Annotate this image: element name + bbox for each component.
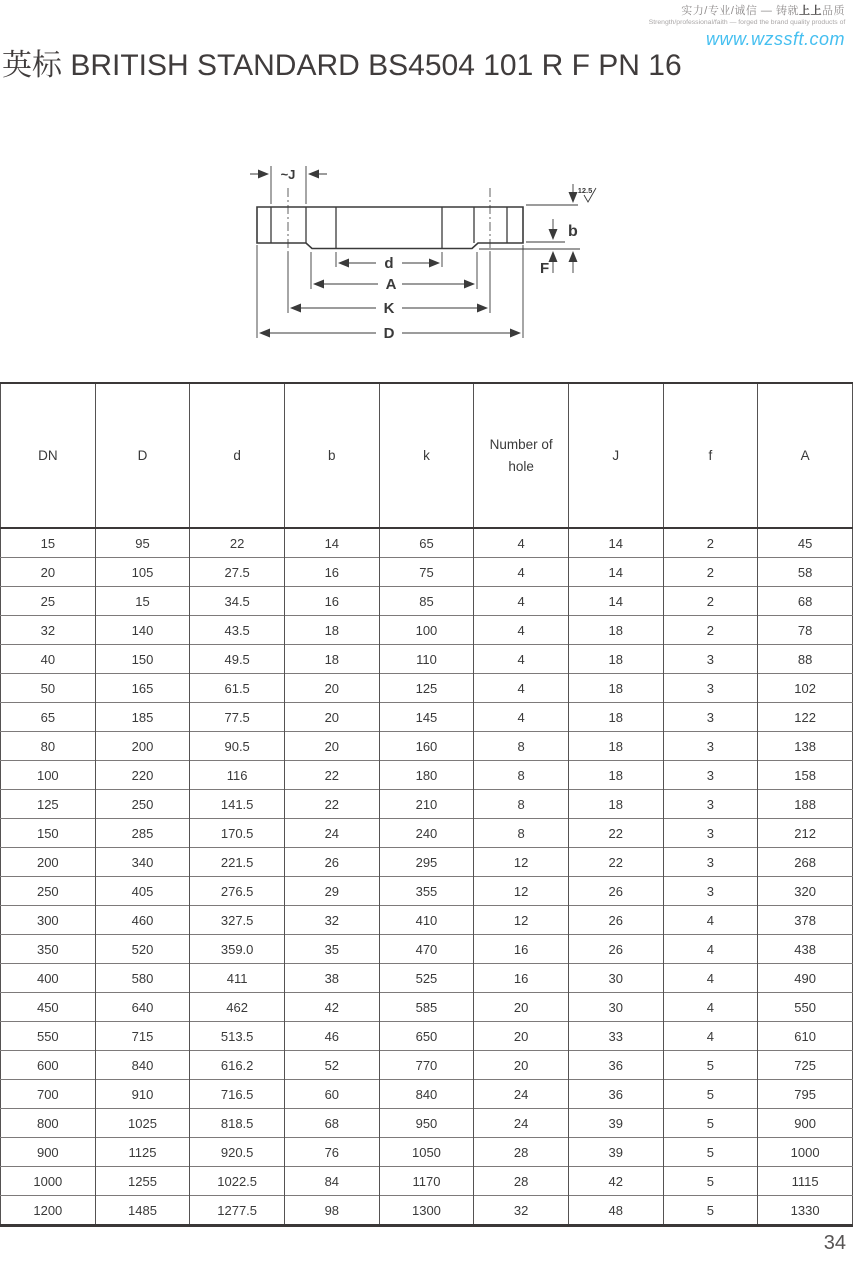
table-cell: 26 bbox=[568, 906, 663, 935]
table-cell: 61.5 bbox=[190, 674, 285, 703]
table-cell: 295 bbox=[379, 848, 474, 877]
table-cell: 90.5 bbox=[190, 732, 285, 761]
table-cell: 116 bbox=[190, 761, 285, 790]
table-cell: 46 bbox=[284, 1022, 379, 1051]
table-cell: 240 bbox=[379, 819, 474, 848]
table-row bbox=[1, 732, 853, 761]
table-cell: 4 bbox=[474, 674, 569, 703]
table-row bbox=[1, 964, 853, 993]
table-cell: 140 bbox=[95, 616, 190, 645]
table-cell: 616.2 bbox=[190, 1051, 285, 1080]
table-cell: 5 bbox=[663, 1138, 758, 1167]
table-row bbox=[1, 587, 853, 616]
table-cell: 20 bbox=[1, 558, 96, 587]
table-cell: 26 bbox=[568, 877, 663, 906]
dim-label-a: A bbox=[385, 276, 397, 293]
table-cell: 12 bbox=[474, 877, 569, 906]
table-cell: 550 bbox=[1, 1022, 96, 1051]
brand-tagline-en: Strength/professional/faith — forged the brand quality products of bbox=[648, 18, 845, 26]
table-cell: 125 bbox=[379, 674, 474, 703]
table-cell: 300 bbox=[1, 906, 96, 935]
table-cell: 470 bbox=[379, 935, 474, 964]
column-header: J bbox=[568, 383, 663, 528]
table-row bbox=[1, 1051, 853, 1080]
table-cell: 22 bbox=[284, 790, 379, 819]
table-cell: 212 bbox=[758, 819, 853, 848]
table-cell: 220 bbox=[95, 761, 190, 790]
table-cell: 18 bbox=[284, 616, 379, 645]
table-cell: 8 bbox=[474, 819, 569, 848]
table-cell: 65 bbox=[1, 703, 96, 732]
table-cell: 920.5 bbox=[190, 1138, 285, 1167]
table-cell: 700 bbox=[1, 1080, 96, 1109]
table-cell: 145 bbox=[379, 703, 474, 732]
column-header: f bbox=[663, 383, 758, 528]
dim-label-dd: D bbox=[383, 325, 395, 342]
table-cell: 29 bbox=[284, 877, 379, 906]
table-cell: 100 bbox=[379, 616, 474, 645]
table-cell: 2 bbox=[663, 558, 758, 587]
table-cell: 27.5 bbox=[190, 558, 285, 587]
table-cell: 20 bbox=[474, 993, 569, 1022]
table-cell: 24 bbox=[474, 1080, 569, 1109]
table-cell: 141.5 bbox=[190, 790, 285, 819]
table-cell: 1170 bbox=[379, 1167, 474, 1196]
table-cell: 250 bbox=[95, 790, 190, 819]
table-cell: 122 bbox=[758, 703, 853, 732]
table-cell: 5 bbox=[663, 1080, 758, 1109]
table-cell: 50 bbox=[1, 674, 96, 703]
table-cell: 580 bbox=[95, 964, 190, 993]
tagline-cn-suffix: 品质 bbox=[822, 5, 845, 17]
table-cell: 20 bbox=[284, 732, 379, 761]
table-row bbox=[1, 616, 853, 645]
brand-name: 上上 bbox=[799, 5, 822, 17]
table-cell: 42 bbox=[568, 1167, 663, 1196]
table-cell: 460 bbox=[95, 906, 190, 935]
table-cell: 20 bbox=[284, 674, 379, 703]
table-cell: 640 bbox=[95, 993, 190, 1022]
flange-section-drawing bbox=[240, 155, 620, 355]
table-cell: 84 bbox=[284, 1167, 379, 1196]
table-cell: 110 bbox=[379, 645, 474, 674]
table-cell: 40 bbox=[1, 645, 96, 674]
table-cell: 3 bbox=[663, 761, 758, 790]
table-cell: 14 bbox=[284, 528, 379, 558]
column-header: Number of hole bbox=[474, 383, 569, 528]
flange-outline bbox=[257, 207, 523, 249]
table-cell: 340 bbox=[95, 848, 190, 877]
table-cell: 900 bbox=[1, 1138, 96, 1167]
table-cell: 4 bbox=[474, 616, 569, 645]
table-cell: 15 bbox=[40, 535, 56, 551]
table-cell: 18 bbox=[568, 732, 663, 761]
table-cell: 715 bbox=[95, 1022, 190, 1051]
table-cell: 150 bbox=[1, 819, 96, 848]
table-cell: 22 bbox=[568, 848, 663, 877]
table-cell: 39 bbox=[568, 1138, 663, 1167]
table-cell: 77.5 bbox=[190, 703, 285, 732]
table-cell: 158 bbox=[758, 761, 853, 790]
table-cell: 1115 bbox=[758, 1167, 853, 1196]
table-row bbox=[1, 1138, 853, 1167]
table-cell: 16 bbox=[284, 558, 379, 587]
page-number: 34 bbox=[823, 1232, 846, 1254]
table-cell: 3 bbox=[663, 645, 758, 674]
table-cell: 355 bbox=[379, 877, 474, 906]
table-cell: 8 bbox=[474, 732, 569, 761]
table-cell: 33 bbox=[568, 1022, 663, 1051]
table-cell: 770 bbox=[379, 1051, 474, 1080]
table-cell: 350 bbox=[1, 935, 96, 964]
table-cell: 716.5 bbox=[190, 1080, 285, 1109]
centerlines bbox=[288, 188, 490, 252]
table-row bbox=[1, 906, 853, 935]
table-cell: 180 bbox=[379, 761, 474, 790]
table-cell: 4 bbox=[474, 587, 569, 616]
table-cell: 513.5 bbox=[190, 1022, 285, 1051]
table-cell: 30 bbox=[568, 964, 663, 993]
table-cell: 2 bbox=[663, 528, 758, 558]
roughness-label: 12.5 bbox=[577, 186, 593, 195]
table-cell: 85 bbox=[379, 587, 474, 616]
tagline-cn-text: 实力/专业/诚信 — 铸就 bbox=[681, 5, 799, 17]
table-cell: 52 bbox=[284, 1051, 379, 1080]
table-row bbox=[1, 790, 853, 819]
table-cell: 12 bbox=[474, 848, 569, 877]
dimension-lines bbox=[250, 166, 596, 338]
table-cell: 1200 bbox=[1, 1196, 96, 1226]
table-row bbox=[1, 993, 853, 1022]
table-cell: 800 bbox=[1, 1109, 96, 1138]
table-cell: 14 bbox=[568, 528, 663, 558]
table-cell: 16 bbox=[284, 587, 379, 616]
table-cell: 1125 bbox=[95, 1138, 190, 1167]
table-row bbox=[1, 1109, 853, 1138]
table-cell: 15 bbox=[95, 587, 190, 616]
table-cell: 2 bbox=[663, 587, 758, 616]
table-cell: 88 bbox=[758, 645, 853, 674]
table-cell: 42 bbox=[284, 993, 379, 1022]
table-cell: 950 bbox=[379, 1109, 474, 1138]
table-row bbox=[1, 761, 853, 790]
table-cell: 18 bbox=[568, 616, 663, 645]
table-cell: 4 bbox=[663, 964, 758, 993]
column-header: d bbox=[190, 383, 285, 528]
table-cell: 188 bbox=[758, 790, 853, 819]
table-row bbox=[1, 1022, 853, 1051]
table-row bbox=[1, 528, 853, 558]
table-cell: 25 bbox=[1, 587, 96, 616]
table-cell: 39 bbox=[568, 1109, 663, 1138]
table-cell: 160 bbox=[379, 732, 474, 761]
table-cell: 1050 bbox=[379, 1138, 474, 1167]
table-cell: 795 bbox=[758, 1080, 853, 1109]
table-cell: 1000 bbox=[1, 1167, 96, 1196]
table-cell: 3 bbox=[663, 848, 758, 877]
column-header: A bbox=[758, 383, 853, 528]
bolt-hole-lines bbox=[271, 207, 507, 249]
table-cell: 18 bbox=[568, 761, 663, 790]
table-cell: 138 bbox=[758, 732, 853, 761]
table-cell: 5 bbox=[663, 1051, 758, 1080]
table-cell: 48 bbox=[568, 1196, 663, 1226]
table-cell: 4 bbox=[474, 645, 569, 674]
table-cell: 18 bbox=[568, 674, 663, 703]
table-cell: 268 bbox=[758, 848, 853, 877]
table-row bbox=[1, 848, 853, 877]
table-cell: 49.5 bbox=[190, 645, 285, 674]
table-cell: 28 bbox=[474, 1138, 569, 1167]
table-cell: 4 bbox=[663, 1022, 758, 1051]
table-cell: 22 bbox=[190, 528, 285, 558]
table-cell: 285 bbox=[95, 819, 190, 848]
table-header-row bbox=[1, 383, 853, 528]
table-cell: 102 bbox=[758, 674, 853, 703]
table-cell: 75 bbox=[379, 558, 474, 587]
table-cell: 4 bbox=[663, 906, 758, 935]
dim-label-d: d bbox=[384, 255, 394, 272]
table-cell: 490 bbox=[758, 964, 853, 993]
table-cell: 150 bbox=[95, 645, 190, 674]
table-cell: 250 bbox=[1, 877, 96, 906]
table-cell: 28 bbox=[474, 1167, 569, 1196]
column-header: DN bbox=[1, 383, 96, 528]
table-cell: 18 bbox=[568, 645, 663, 674]
table-cell: 45 bbox=[758, 528, 853, 558]
table-cell: 3 bbox=[663, 674, 758, 703]
dimension-table bbox=[0, 382, 853, 1227]
website-url[interactable]: www.wzssft.com bbox=[705, 29, 845, 49]
table-cell: 98 bbox=[284, 1196, 379, 1226]
table-cell: 900 bbox=[758, 1109, 853, 1138]
table-cell: 1025 bbox=[95, 1109, 190, 1138]
table-cell: 32 bbox=[1, 616, 96, 645]
table-cell: 650 bbox=[379, 1022, 474, 1051]
table-cell: 525 bbox=[379, 964, 474, 993]
table-cell: 26 bbox=[284, 848, 379, 877]
table-cell: 30 bbox=[568, 993, 663, 1022]
table-cell: 5 bbox=[663, 1196, 758, 1226]
table-cell: 38 bbox=[284, 964, 379, 993]
table-cell: 185 bbox=[95, 703, 190, 732]
table-cell: 60 bbox=[284, 1080, 379, 1109]
table-cell: 20 bbox=[474, 1051, 569, 1080]
table-cell: 3 bbox=[663, 732, 758, 761]
table-cell: 1485 bbox=[95, 1196, 190, 1226]
table-cell: 5 bbox=[663, 1109, 758, 1138]
table-cell: 78 bbox=[758, 616, 853, 645]
table-cell: 170.5 bbox=[190, 819, 285, 848]
table-cell: 8 bbox=[474, 790, 569, 819]
table-cell: 12 bbox=[474, 906, 569, 935]
table-cell: 411 bbox=[190, 964, 285, 993]
table-cell: 1000 bbox=[758, 1138, 853, 1167]
table-cell: 125 bbox=[1, 790, 96, 819]
table-cell: 840 bbox=[95, 1051, 190, 1080]
table-cell: 3 bbox=[663, 877, 758, 906]
table-cell: 100 bbox=[1, 761, 96, 790]
table-cell: 95 bbox=[95, 528, 190, 558]
table-cell: 18 bbox=[568, 790, 663, 819]
table-row bbox=[1, 1196, 853, 1226]
column-header: b bbox=[284, 383, 379, 528]
table-cell: 4 bbox=[663, 935, 758, 964]
table-cell: 210 bbox=[379, 790, 474, 819]
table-cell: 450 bbox=[1, 993, 96, 1022]
table-cell: 24 bbox=[284, 819, 379, 848]
table-cell: 14 bbox=[568, 558, 663, 587]
table-row bbox=[1, 674, 853, 703]
table-cell: 200 bbox=[95, 732, 190, 761]
table-cell: 16 bbox=[474, 964, 569, 993]
dim-label-j: ~J bbox=[280, 167, 296, 182]
table-cell: 327.5 bbox=[190, 906, 285, 935]
table-cell: 1330 bbox=[758, 1196, 853, 1226]
table-cell: 32 bbox=[284, 906, 379, 935]
table-cell: 65 bbox=[379, 528, 474, 558]
table-row bbox=[1, 935, 853, 964]
table-cell: 359.0 bbox=[190, 935, 285, 964]
table-cell: 20 bbox=[284, 703, 379, 732]
table-cell: 818.5 bbox=[190, 1109, 285, 1138]
column-header: D bbox=[95, 383, 190, 528]
table-cell: 3 bbox=[663, 790, 758, 819]
page-title: 英标 BRITISH STANDARD BS4504 101 R F PN 16 bbox=[2, 49, 682, 82]
table-cell: 462 bbox=[190, 993, 285, 1022]
table-cell: 3 bbox=[663, 703, 758, 732]
table-cell: 3 bbox=[663, 819, 758, 848]
table-cell: 5 bbox=[663, 1167, 758, 1196]
table-row bbox=[1, 645, 853, 674]
table-cell: 36 bbox=[568, 1080, 663, 1109]
table-cell: 34.5 bbox=[190, 587, 285, 616]
table-cell: 1022.5 bbox=[190, 1167, 285, 1196]
table-cell: 4 bbox=[474, 703, 569, 732]
table-cell: 14 bbox=[568, 587, 663, 616]
table-cell: 36 bbox=[568, 1051, 663, 1080]
table-cell: 68 bbox=[284, 1109, 379, 1138]
table-cell: 18 bbox=[284, 645, 379, 674]
table-cell: 4 bbox=[663, 993, 758, 1022]
table-cell: 4 bbox=[474, 528, 569, 558]
table-cell: 32 bbox=[474, 1196, 569, 1226]
table-cell: 585 bbox=[379, 993, 474, 1022]
table-cell: 320 bbox=[758, 877, 853, 906]
table-cell: 1277.5 bbox=[190, 1196, 285, 1226]
table-cell: 405 bbox=[95, 877, 190, 906]
table-cell: 910 bbox=[95, 1080, 190, 1109]
table-cell: 1255 bbox=[95, 1167, 190, 1196]
table-cell: 2 bbox=[663, 616, 758, 645]
table-cell: 165 bbox=[95, 674, 190, 703]
table-cell: 610 bbox=[758, 1022, 853, 1051]
table-cell: 600 bbox=[1, 1051, 96, 1080]
table-cell: 400 bbox=[1, 964, 96, 993]
dim-label-k: K bbox=[383, 300, 395, 317]
table-cell: 43.5 bbox=[190, 616, 285, 645]
table-cell: 840 bbox=[379, 1080, 474, 1109]
table-cell: 35 bbox=[284, 935, 379, 964]
table-cell: 520 bbox=[95, 935, 190, 964]
table-cell: 26 bbox=[568, 935, 663, 964]
table-row bbox=[1, 558, 853, 587]
table-cell: 20 bbox=[474, 1022, 569, 1051]
table-cell: 76 bbox=[284, 1138, 379, 1167]
table-cell: 16 bbox=[474, 935, 569, 964]
table-cell: 22 bbox=[568, 819, 663, 848]
table-cell: 18 bbox=[568, 703, 663, 732]
dimension-table-body bbox=[1, 528, 853, 1226]
brand-tagline-cn bbox=[614, 2, 845, 18]
table-cell: 105 bbox=[95, 558, 190, 587]
table-cell: 8 bbox=[474, 761, 569, 790]
table-row bbox=[1, 877, 853, 906]
table-cell: 1300 bbox=[379, 1196, 474, 1226]
table-cell: 68 bbox=[758, 587, 853, 616]
table-row bbox=[1, 819, 853, 848]
dim-label-f: F bbox=[540, 260, 550, 277]
table-cell: 24 bbox=[474, 1109, 569, 1138]
table-row bbox=[1, 1080, 853, 1109]
table-cell: 80 bbox=[1, 732, 96, 761]
column-header: k bbox=[379, 383, 474, 528]
table-cell: 725 bbox=[758, 1051, 853, 1080]
table-cell: 378 bbox=[758, 906, 853, 935]
table-cell: 438 bbox=[758, 935, 853, 964]
table-cell: 221.5 bbox=[190, 848, 285, 877]
table-cell: 550 bbox=[758, 993, 853, 1022]
table-cell: 200 bbox=[1, 848, 96, 877]
table-cell: 276.5 bbox=[190, 877, 285, 906]
dim-label-b: b bbox=[568, 223, 578, 240]
table-row bbox=[1, 703, 853, 732]
table-cell: 58 bbox=[758, 558, 853, 587]
table-row bbox=[1, 1167, 853, 1196]
table-cell: 4 bbox=[474, 558, 569, 587]
table-cell: 22 bbox=[284, 761, 379, 790]
table-cell: 410 bbox=[379, 906, 474, 935]
